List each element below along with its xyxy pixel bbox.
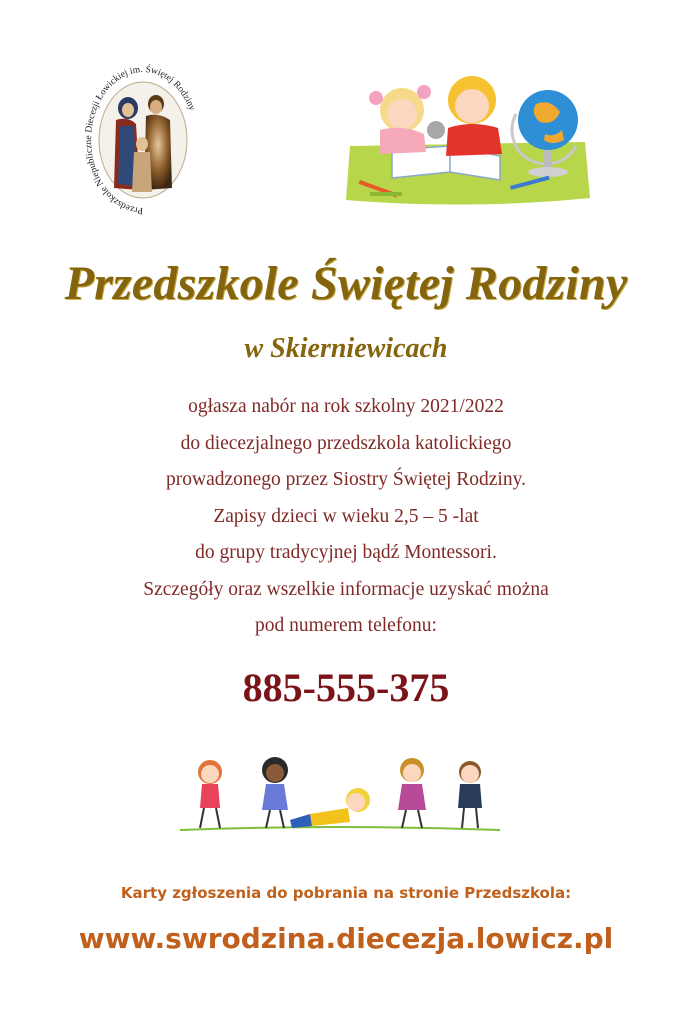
website-link[interactable]: www.swrodzina.diecezja.lowicz.pl — [78, 922, 614, 955]
logo-ring-text: Przedszkole Niepubliczne Diecezji Łowickiej im. Świętej Rodziny — [84, 64, 197, 216]
announcement-line: prowadzonego przez Siostry Świętej Rodziny. — [166, 469, 526, 490]
announcement-line: do grupy tradycyjnej bądź Montessori. — [195, 542, 497, 563]
page-title: Przedszkole Świętej Rodziny — [64, 257, 628, 310]
announcement-text — [0, 396, 692, 652]
download-note: Karty zgłoszenia do pobrania na stronie Przedszkola: — [120, 884, 572, 902]
phone-number: 885-555-375 — [242, 665, 450, 710]
announcement-line: Zapisy dzieci w wieku 2,5 – 5 -lat — [213, 505, 479, 527]
children-studying-illustration — [340, 68, 592, 213]
announcement-line: Szczegóły oraz wszelkie informacje uzyskać można — [143, 578, 549, 600]
school-logo — [78, 60, 208, 220]
announcement-line: do diecezjalnego przedszkola katolickiego — [180, 432, 512, 454]
playing-children-illustration — [180, 750, 500, 840]
announcement-line: pod numerem telefonu: — [255, 615, 437, 636]
announcement-line: ogłasza nabór na rok szkolny 2021/2022 — [188, 396, 504, 417]
page-subtitle: w Skierniewicach — [244, 333, 448, 364]
